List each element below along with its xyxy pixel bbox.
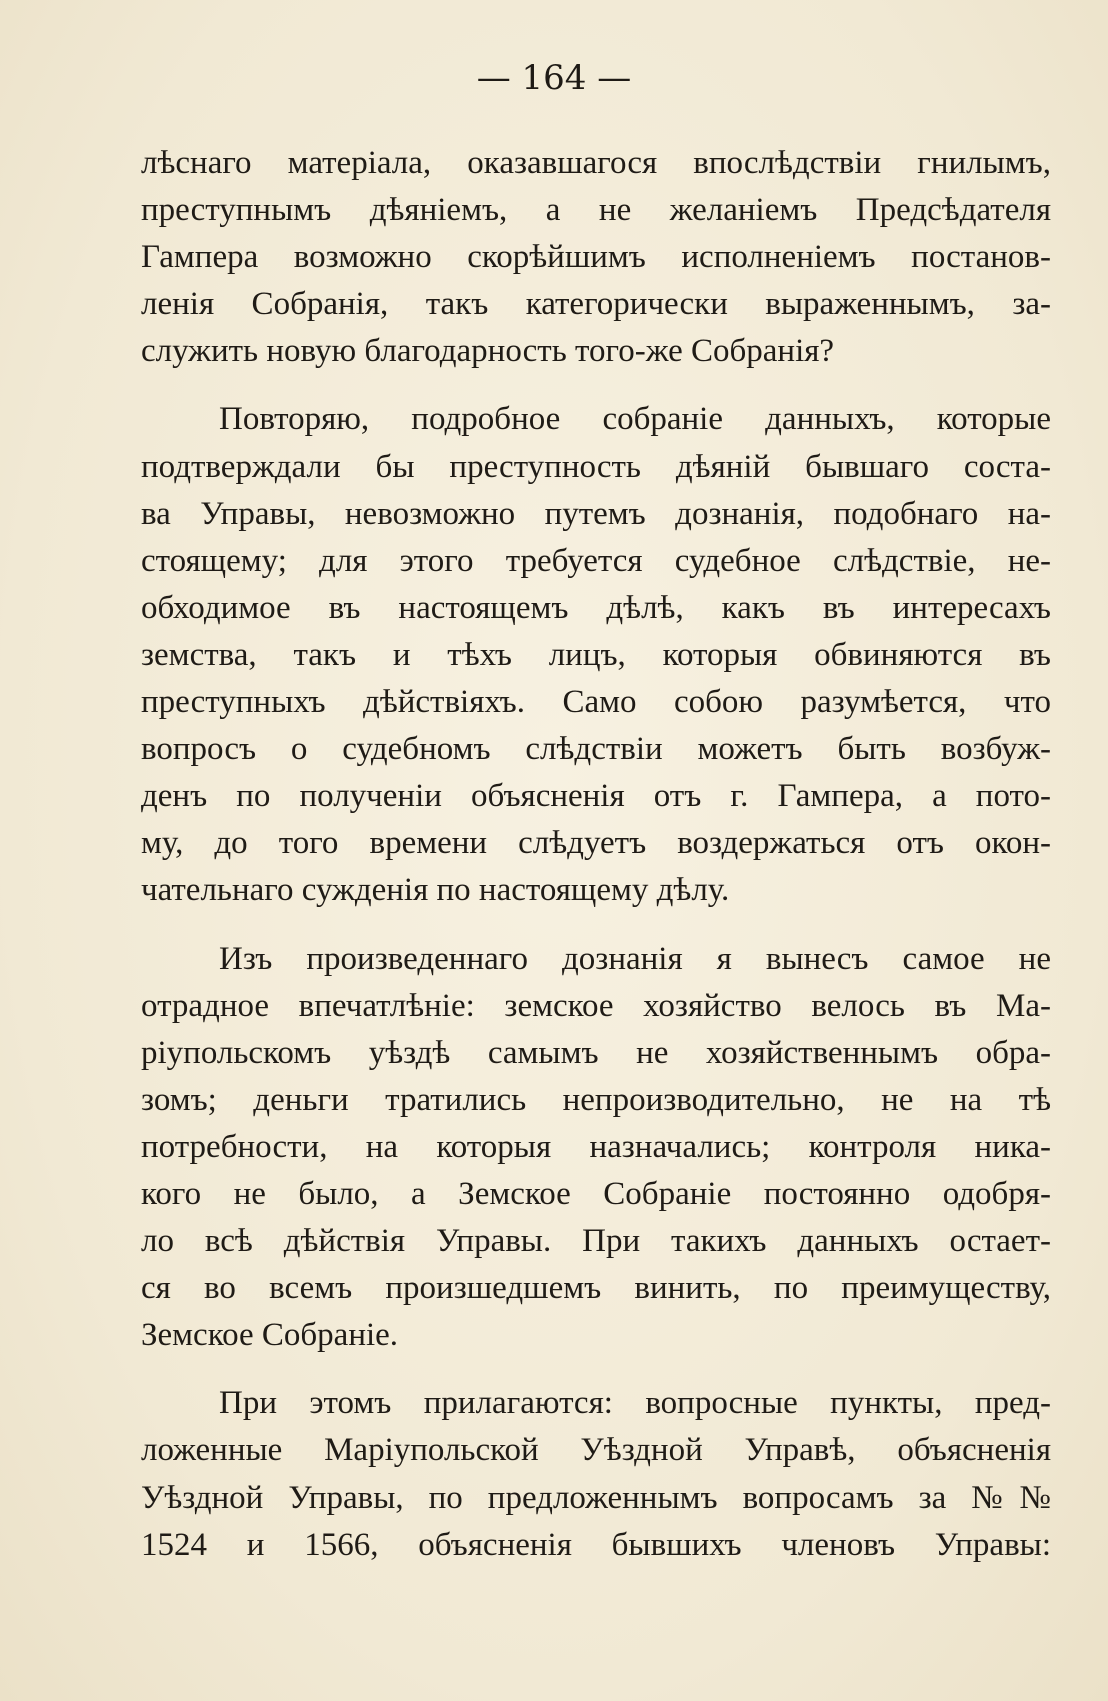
- text-line: обходимое въ настоящемъ дѣлѣ, какъ въ интересахъ: [141, 589, 1051, 626]
- text-line: ленія Собранія, такъ категорически выраженнымъ, за-: [141, 286, 1051, 323]
- text-line: стоящему; для этого требуется судебное слѣдствіе, не-: [141, 542, 1051, 579]
- text-line: лѣснаго матеріала, оказавшагося впослѣдствіи гнилымъ,: [141, 145, 1051, 181]
- text-line: ріупольскомъ уѣздѣ самымъ не хозяйственнымъ обра-: [141, 1034, 1051, 1071]
- text-line: При этомъ прилагаются: вопросные пункты, пред-: [219, 1385, 1051, 1422]
- text-line: Земское Собраніе.: [141, 1317, 399, 1354]
- text-line: 1524 и 1566, объясненія бывшихъ членовъ Управы:: [141, 1526, 1051, 1563]
- text-line: отрадное впечатлѣніе: земское хозяйство велось въ Ма-: [141, 987, 1051, 1024]
- text-line: преступныхъ дѣйствіяхъ. Само собою разумѣется, что: [141, 684, 1051, 721]
- text-line: чательнаго сужденія по настоящему дѣлу.: [141, 872, 730, 909]
- text-line: кого не было, а Земское Собраніе постоянно одобря-: [141, 1175, 1051, 1212]
- page-number: — 164 —: [476, 58, 632, 98]
- text-line: преступнымъ дѣяніемъ, а не желаніемъ Предсѣдателя: [141, 192, 1051, 229]
- text-line: Повторяю, подробное собраніе данныхъ, которые: [219, 401, 1051, 438]
- text-line: му, до того времени слѣдуетъ воздержаться отъ окон-: [141, 825, 1051, 862]
- paragraph: [141, 1380, 1051, 1568]
- text-line: зомъ; деньги тратились непроизводительно, не на тѣ: [141, 1081, 1051, 1118]
- text-line: денъ по полученіи объясненія отъ г. Гампера, а пото-: [141, 778, 1051, 815]
- text-line: Уѣздной Управы, по предложеннымъ вопросамъ за №№: [141, 1479, 1051, 1516]
- text-line: потребности, на которыя назначались; контроля ника-: [141, 1128, 1051, 1165]
- text-line: вопросъ о судебномъ слѣдствіи можетъ быть возбуж-: [141, 731, 1051, 768]
- body-text: [141, 140, 1051, 1569]
- paragraph: [141, 936, 1051, 1360]
- text-line: ся во всемъ произшедшемъ винить, по преимуществу,: [141, 1270, 1051, 1307]
- text-line: ва Управы, невозможно путемъ дознанія, подобнаго на-: [141, 495, 1051, 532]
- text-line: подтверждали бы преступность дѣяній бывшаго соста-: [141, 448, 1051, 485]
- text-line: ло всѣ дѣйствія Управы. При такихъ данныхъ остает-: [141, 1223, 1051, 1260]
- paragraph: [141, 140, 1051, 375]
- text-line: ложенные Маріупольской Уѣздной Управѣ, объясненія: [141, 1432, 1051, 1469]
- text-line: служить новую благодарность того-же Собранія?: [141, 333, 835, 370]
- text-line: Гампера возможно скорѣйшимъ исполненіемъ постанов-: [141, 239, 1051, 276]
- paragraph: [141, 396, 1051, 914]
- text-line: Изъ произведеннаго дознанія я вынесъ самое не: [219, 940, 1051, 977]
- text-line: земства, такъ и тѣхъ лицъ, которыя обвиняются въ: [141, 636, 1051, 673]
